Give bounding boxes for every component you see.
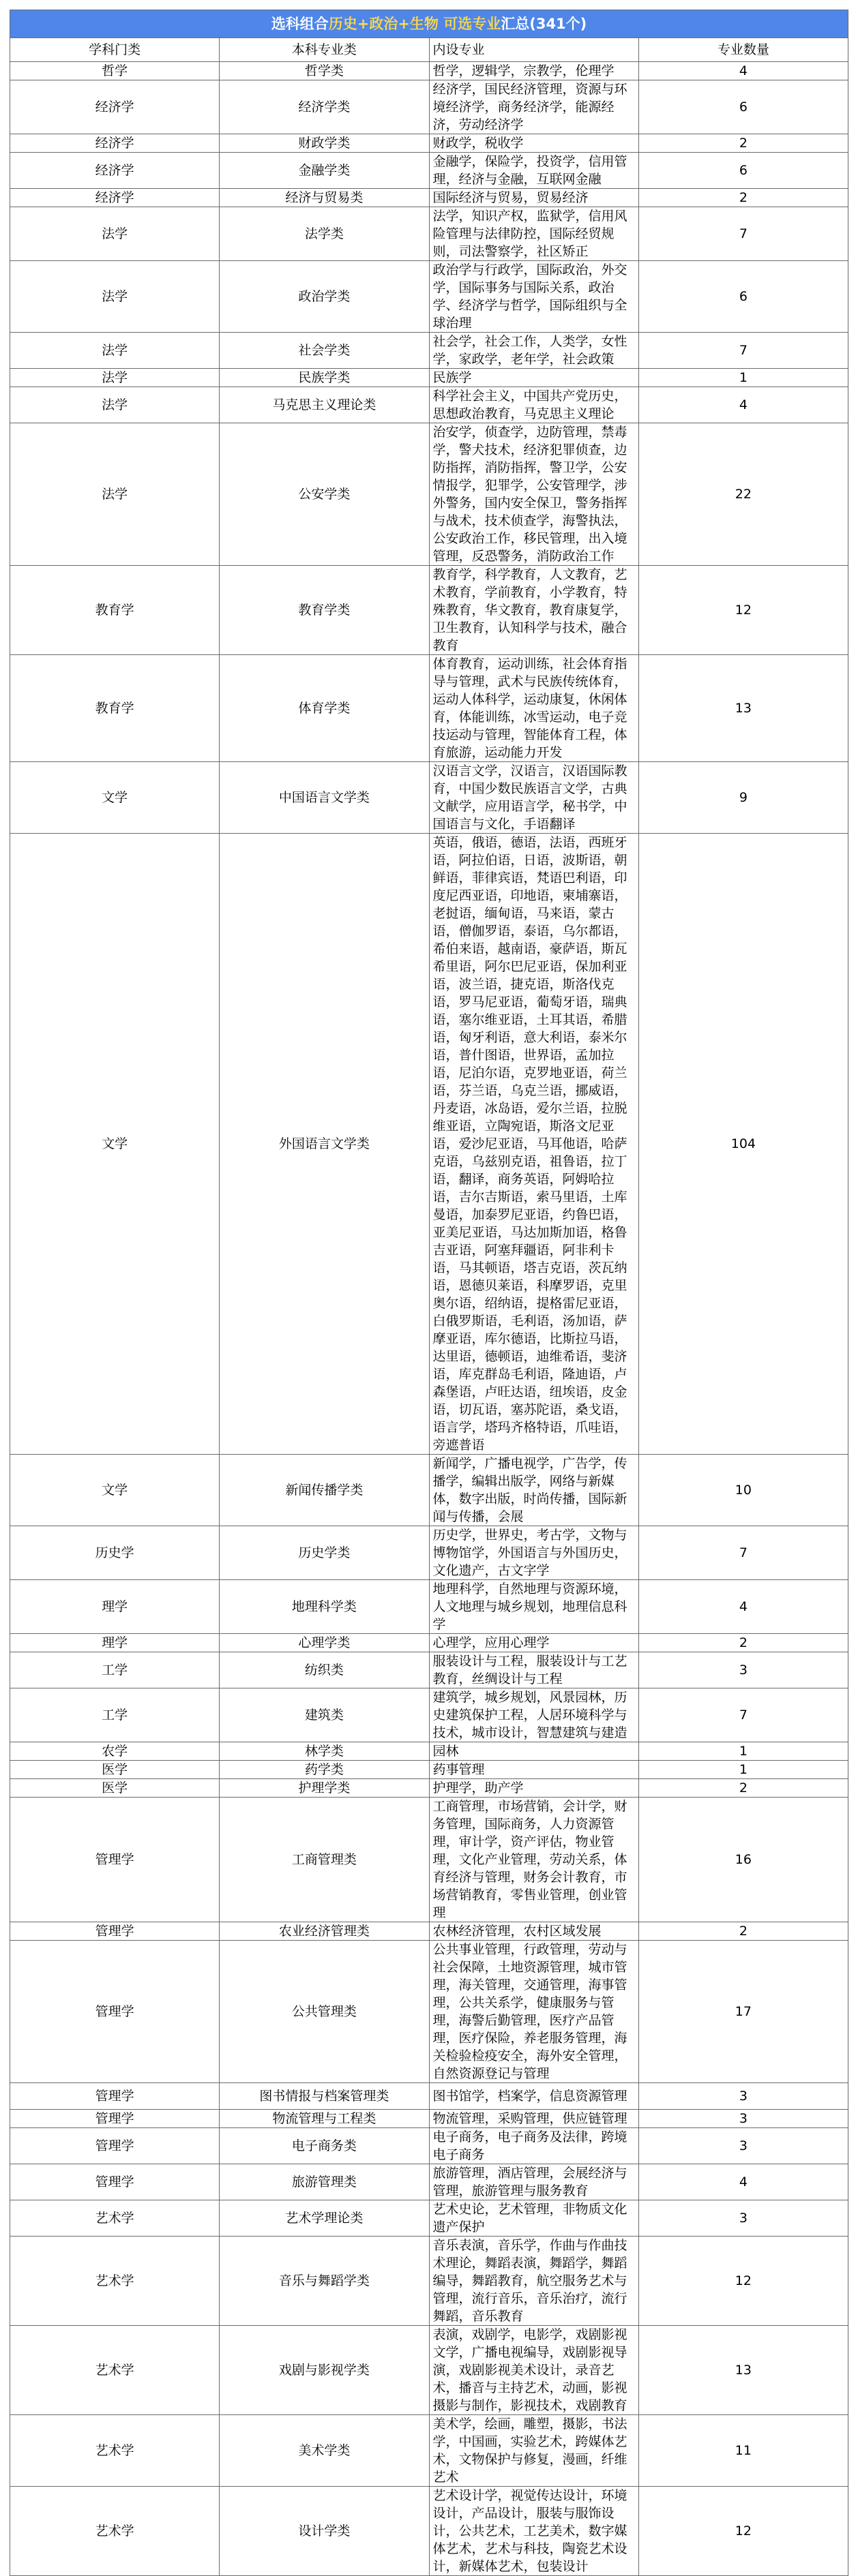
table-row — [10, 207, 848, 261]
class-cell: 戏剧与影视学类 — [220, 2326, 429, 2415]
category-cell: 农学 — [10, 1742, 220, 1761]
count-cell: 1 — [638, 369, 848, 387]
header-class: 本科专业类 — [220, 38, 429, 62]
table-row — [10, 1798, 848, 1922]
header-count: 专业数量 — [638, 38, 848, 62]
count-cell: 13 — [638, 655, 848, 762]
title-highlight: 历史+政治+生物 可选专业 — [328, 16, 501, 32]
count-cell: 4 — [638, 387, 848, 423]
class-cell: 护理学类 — [220, 1779, 429, 1798]
count-cell: 6 — [638, 80, 848, 134]
category-cell: 管理学 — [10, 2083, 220, 2110]
table-row — [10, 1634, 848, 1652]
category-cell: 经济学 — [10, 153, 220, 189]
majors-cell: 物流管理，采购管理，供应链管理 — [429, 2110, 638, 2128]
majors-cell: 历史学，世界史，考古学，文物与博物馆学，外国语言与外国历史，文化遗产，古文字学 — [429, 1526, 638, 1580]
class-cell: 音乐与舞蹈学类 — [220, 2237, 429, 2326]
class-cell: 经济学类 — [220, 80, 429, 134]
table-row — [10, 134, 848, 153]
majors-cell: 旅游管理，酒店管理，会展经济与管理，旅游管理与服务教育 — [429, 2164, 638, 2200]
count-cell: 9 — [638, 762, 848, 834]
count-cell: 2 — [638, 134, 848, 153]
table-row — [10, 80, 848, 134]
class-cell: 民族学类 — [220, 369, 429, 387]
table-row — [10, 1652, 848, 1688]
table-row — [10, 2200, 848, 2237]
majors-cell: 汉语言文学，汉语言，汉语国际教育，中国少数民族语言文学，古典文献学，应用语言学，秘书学，中国语言与文化，手语翻译 — [429, 762, 638, 834]
class-cell: 金融学类 — [220, 153, 429, 189]
table-row — [10, 655, 848, 762]
majors-cell: 园林 — [429, 1742, 638, 1761]
table-row — [10, 762, 848, 834]
majors-cell: 体育教育，运动训练，社会体育指导与管理，武术与民族传统体育，运动人体科学，运动康复，休闲体育，体能训练，冰雪运动，电子竞技运动与管理，智能体育工程，体育旅游，运动能力开发 — [429, 655, 638, 762]
class-cell: 政治学类 — [220, 261, 429, 333]
class-cell: 新闻传播学类 — [220, 1455, 429, 1526]
count-cell: 13 — [638, 2326, 848, 2415]
category-cell: 理学 — [10, 1634, 220, 1652]
count-cell: 6 — [638, 261, 848, 333]
category-cell: 艺术学 — [10, 2487, 220, 2576]
category-cell: 哲学 — [10, 62, 220, 80]
table-row — [10, 2164, 848, 2200]
class-cell: 纺织类 — [220, 1652, 429, 1688]
class-cell: 外国语言文学类 — [220, 834, 429, 1455]
majors-cell: 经济学，国民经济管理，资源与环境经济学，商务经济学，能源经济，劳动经济学 — [429, 80, 638, 134]
majors-cell: 国际经济与贸易，贸易经济 — [429, 189, 638, 207]
category-cell: 文学 — [10, 1455, 220, 1526]
count-cell: 22 — [638, 423, 848, 566]
majors-cell: 药事管理 — [429, 1761, 638, 1779]
class-cell: 心理学类 — [220, 1634, 429, 1652]
class-cell: 经济与贸易类 — [220, 189, 429, 207]
majors-cell: 英语，俄语，德语，法语，西班牙语，阿拉伯语，日语，波斯语，朝鲜语，菲律宾语，梵语巴利语，印度尼西亚语，印地语，柬埔寨语，老挝语，缅甸语，马来语，蒙古语，僧伽罗语，泰语，乌尔都语，希伯来语，越南语，豪萨语，斯瓦希里语，阿尔巴尼亚语，保加利亚语，波兰语，捷克语，斯洛伐克语，罗马尼亚语，葡萄牙语，瑞典语，塞尔维亚语，土耳其语，希腊语，匈牙利语，意大利语，泰米尔语，普什图语，世界语，孟加拉语，尼泊尔语，克罗地亚语，荷兰语，芬兰语，乌克兰语，挪威语，丹麦语，冰岛语，爱尔兰语，拉脱维亚语，立陶宛语，斯洛文尼亚语，爱沙尼亚语，马耳他语，哈萨克语，乌兹别克语，祖鲁语，拉丁语，翻译，商务英语，阿姆哈拉语，吉尔吉斯语，索马里语，土库曼语，加泰罗尼亚语，约鲁巴语，亚美尼亚语，马达加斯加语，格鲁吉亚语，阿塞拜疆语，阿非利卡语，马其顿语，塔吉克语，茨瓦纳语，恩德贝莱语，科摩罗语，克里奥尔语，绍纳语，提格雷尼亚语，白俄罗斯语，毛利语，汤加语，萨摩亚语，库尔德语，比斯拉马语，达里语，德顿语，迪维希语，斐济语，库克群岛毛利语，隆迪语，卢森堡语，卢旺达语，纽埃语，皮金语，切瓦语，塞苏陀语，桑戈语，语言学，塔玛齐格特语，爪哇语，旁遮普语 — [429, 834, 638, 1455]
category-cell: 法学 — [10, 333, 220, 369]
table-row — [10, 2110, 848, 2128]
class-cell: 美术学类 — [220, 2415, 429, 2487]
header-majors: 内设专业 — [429, 38, 638, 62]
count-cell: 104 — [638, 834, 848, 1455]
count-cell: 12 — [638, 566, 848, 655]
table-row — [10, 2128, 848, 2164]
major-summary-table-wrapper — [10, 10, 848, 2576]
category-cell: 艺术学 — [10, 2415, 220, 2487]
table-row — [10, 1455, 848, 1526]
class-cell: 社会学类 — [220, 333, 429, 369]
category-cell: 法学 — [10, 369, 220, 387]
majors-cell: 治安学，侦查学，边防管理，禁毒学，警犬技术，经济犯罪侦查，边防指挥，消防指挥，警卫学，公安情报学，犯罪学，公安管理学，涉外警务，国内安全保卫，警务指挥与战术，技术侦查学，海警执法，公安政治工作，移民管理，出入境管理，反恐警务，消防政治工作 — [429, 423, 638, 566]
table-row — [10, 2487, 848, 2576]
category-cell: 管理学 — [10, 1922, 220, 1941]
title-prefix: 选科组合 — [271, 16, 329, 32]
count-cell: 7 — [638, 207, 848, 261]
count-cell: 7 — [638, 1526, 848, 1580]
class-cell: 财政学类 — [220, 134, 429, 153]
count-cell: 2 — [638, 1779, 848, 1798]
class-cell: 艺术学理论类 — [220, 2200, 429, 2237]
category-cell: 艺术学 — [10, 2326, 220, 2415]
title-suffix: 汇总(341个) — [501, 16, 587, 32]
table-row — [10, 2326, 848, 2415]
majors-cell: 新闻学，广播电视学，广告学，传播学，编辑出版学，网络与新媒体，数字出版，时尚传播，国际新闻与传播，会展 — [429, 1455, 638, 1526]
majors-cell: 工商管理，市场营销，会计学，财务管理，国际商务，人力资源管理，审计学，资产评估，物业管理，文化产业管理，劳动关系，体育经济与管理，财务会计教育，市场营销教育，零售业管理，创业管理 — [429, 1798, 638, 1922]
category-cell: 管理学 — [10, 1798, 220, 1922]
category-cell: 医学 — [10, 1761, 220, 1779]
class-cell: 工商管理类 — [220, 1798, 429, 1922]
count-cell: 2 — [638, 189, 848, 207]
count-cell: 3 — [638, 2200, 848, 2237]
count-cell: 4 — [638, 2164, 848, 2200]
header-category: 学科门类 — [10, 38, 220, 62]
majors-cell: 科学社会主义，中国共产党历史，思想政治教育，马克思主义理论 — [429, 387, 638, 423]
count-cell: 1 — [638, 1761, 848, 1779]
table-row — [10, 423, 848, 566]
majors-cell: 财政学，税收学 — [429, 134, 638, 153]
majors-cell: 护理学，助产学 — [429, 1779, 638, 1798]
category-cell: 管理学 — [10, 2164, 220, 2200]
table-row — [10, 2415, 848, 2487]
majors-cell: 金融学，保险学，投资学，信用管理，经济与金融，互联网金融 — [429, 153, 638, 189]
class-cell: 旅游管理类 — [220, 2164, 429, 2200]
count-cell: 3 — [638, 2083, 848, 2110]
count-cell: 7 — [638, 1688, 848, 1742]
table-row — [10, 333, 848, 369]
class-cell: 中国语言文学类 — [220, 762, 429, 834]
class-cell: 电子商务类 — [220, 2128, 429, 2164]
majors-cell: 哲学，逻辑学，宗教学，伦理学 — [429, 62, 638, 80]
table-row — [10, 1526, 848, 1580]
majors-cell: 心理学，应用心理学 — [429, 1634, 638, 1652]
majors-cell: 农林经济管理，农村区域发展 — [429, 1922, 638, 1941]
table-row — [10, 1779, 848, 1798]
table-row — [10, 1922, 848, 1941]
class-cell: 公安学类 — [220, 423, 429, 566]
category-cell: 工学 — [10, 1688, 220, 1742]
class-cell: 农业经济管理类 — [220, 1922, 429, 1941]
count-cell: 12 — [638, 2487, 848, 2576]
table-title — [10, 10, 848, 38]
class-cell: 林学类 — [220, 1742, 429, 1761]
count-cell: 4 — [638, 62, 848, 80]
class-cell: 建筑类 — [220, 1688, 429, 1742]
majors-cell: 地理科学，自然地理与资源环境，人文地理与城乡规划，地理信息科学 — [429, 1580, 638, 1634]
category-cell: 文学 — [10, 762, 220, 834]
count-cell: 10 — [638, 1455, 848, 1526]
table-row — [10, 369, 848, 387]
category-cell: 法学 — [10, 423, 220, 566]
table-row — [10, 153, 848, 189]
category-cell: 法学 — [10, 207, 220, 261]
class-cell: 药学类 — [220, 1761, 429, 1779]
majors-cell: 法学，知识产权，监狱学，信用风险管理与法律防控，国际经贸规则，司法警察学，社区矫正 — [429, 207, 638, 261]
major-summary-table — [10, 10, 848, 2576]
class-cell: 图书情报与档案管理类 — [220, 2083, 429, 2110]
count-cell: 7 — [638, 333, 848, 369]
table-row — [10, 566, 848, 655]
majors-cell: 表演，戏剧学，电影学，戏剧影视文学，广播电视编导，戏剧影视导演，戏剧影视美术设计，录音艺术，播音与主持艺术，动画，影视摄影与制作，影视技术，戏剧教育 — [429, 2326, 638, 2415]
count-cell: 6 — [638, 153, 848, 189]
category-cell: 工学 — [10, 1652, 220, 1688]
table-row — [10, 189, 848, 207]
count-cell: 3 — [638, 2110, 848, 2128]
count-cell: 1 — [638, 1742, 848, 1761]
category-cell: 历史学 — [10, 1526, 220, 1580]
majors-cell: 艺术设计学，视觉传达设计，环境设计，产品设计，服装与服饰设计，公共艺术，工艺美术，数字媒体艺术，艺术与科技，陶瓷艺术设计，新媒体艺术，包装设计 — [429, 2487, 638, 2576]
count-cell: 3 — [638, 2128, 848, 2164]
majors-cell: 公共事业管理，行政管理，劳动与社会保障，土地资源管理，城市管理，海关管理，交通管理，海事管理，公共关系学，健康服务与管理，海警后勤管理，医疗产品管理，医疗保险，养老服务管理，海关检验检疫安全，海外安全管理，自然资源登记与管理 — [429, 1941, 638, 2083]
category-cell: 管理学 — [10, 2110, 220, 2128]
table-row — [10, 387, 848, 423]
majors-cell: 音乐表演，音乐学，作曲与作曲技术理论，舞蹈表演，舞蹈学，舞蹈编导，舞蹈教育，航空服务艺术与管理，流行音乐，音乐治疗，流行舞蹈，音乐教育 — [429, 2237, 638, 2326]
majors-cell: 政治学与行政学，国际政治，外交学，国际事务与国际关系，政治学、经济学与哲学，国际组织与全球治理 — [429, 261, 638, 333]
majors-cell: 美术学，绘画，雕塑，摄影，书法学，中国画，实验艺术，跨媒体艺术，文物保护与修复，漫画，纤维艺术 — [429, 2415, 638, 2487]
majors-cell: 社会学，社会工作，人类学，女性学，家政学，老年学，社会政策 — [429, 333, 638, 369]
class-cell: 物流管理与工程类 — [220, 2110, 429, 2128]
majors-cell: 教育学，科学教育，人文教育，艺术教育，学前教育，小学教育，特殊教育，华文教育，教育康复学，卫生教育，认知科学与技术，融合教育 — [429, 566, 638, 655]
category-cell: 艺术学 — [10, 2237, 220, 2326]
count-cell: 2 — [638, 1922, 848, 1941]
majors-cell: 民族学 — [429, 369, 638, 387]
count-cell: 17 — [638, 1941, 848, 2083]
count-cell: 11 — [638, 2415, 848, 2487]
majors-cell: 艺术史论，艺术管理，非物质文化遗产保护 — [429, 2200, 638, 2237]
table-row — [10, 1761, 848, 1779]
table-row — [10, 2083, 848, 2110]
class-cell: 体育学类 — [220, 655, 429, 762]
count-cell: 3 — [638, 1652, 848, 1688]
table-row — [10, 62, 848, 80]
header-row — [10, 38, 848, 62]
category-cell: 法学 — [10, 261, 220, 333]
category-cell: 管理学 — [10, 2128, 220, 2164]
category-cell: 理学 — [10, 1580, 220, 1634]
class-cell: 马克思主义理论类 — [220, 387, 429, 423]
category-cell: 经济学 — [10, 80, 220, 134]
category-cell: 文学 — [10, 834, 220, 1455]
category-cell: 经济学 — [10, 134, 220, 153]
category-cell: 教育学 — [10, 655, 220, 762]
count-cell: 2 — [638, 1634, 848, 1652]
class-cell: 教育学类 — [220, 566, 429, 655]
category-cell: 医学 — [10, 1779, 220, 1798]
table-row — [10, 834, 848, 1455]
count-cell: 12 — [638, 2237, 848, 2326]
class-cell: 法学类 — [220, 207, 429, 261]
category-cell: 管理学 — [10, 1941, 220, 2083]
class-cell: 设计学类 — [220, 2487, 429, 2576]
majors-cell: 建筑学，城乡规划，风景园林，历史建筑保护工程，人居环境科学与技术，城市设计，智慧建筑与建造 — [429, 1688, 638, 1742]
table-row — [10, 1742, 848, 1761]
table-row — [10, 1580, 848, 1634]
class-cell: 历史学类 — [220, 1526, 429, 1580]
majors-cell: 图书馆学，档案学，信息资源管理 — [429, 2083, 638, 2110]
class-cell: 哲学类 — [220, 62, 429, 80]
count-cell: 4 — [638, 1580, 848, 1634]
count-cell: 16 — [638, 1798, 848, 1922]
category-cell: 经济学 — [10, 189, 220, 207]
table-row — [10, 1688, 848, 1742]
class-cell: 公共管理类 — [220, 1941, 429, 2083]
table-row — [10, 261, 848, 333]
table-row — [10, 2237, 848, 2326]
category-cell: 艺术学 — [10, 2200, 220, 2237]
majors-cell: 电子商务，电子商务及法律，跨境电子商务 — [429, 2128, 638, 2164]
majors-cell: 服装设计与工程，服装设计与工艺教育，丝绸设计与工程 — [429, 1652, 638, 1688]
table-row — [10, 1941, 848, 2083]
class-cell: 地理科学类 — [220, 1580, 429, 1634]
category-cell: 教育学 — [10, 566, 220, 655]
category-cell: 法学 — [10, 387, 220, 423]
